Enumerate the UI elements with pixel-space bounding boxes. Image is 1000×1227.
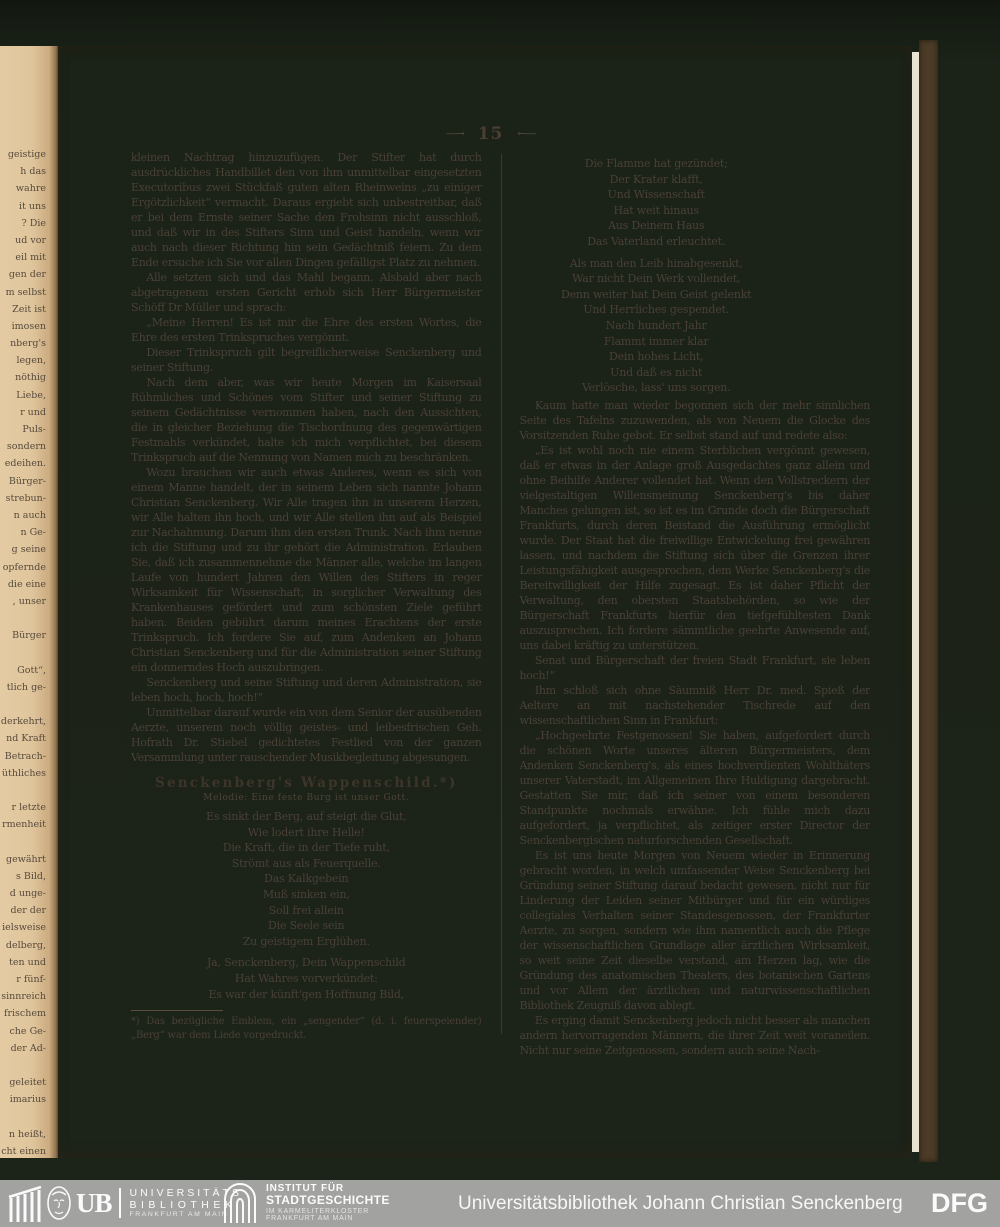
footer-bar [0,1180,1000,1227]
paragraph: Es ist uns heute Morgen von Neuem wieder in Erinnerung gebracht worden, in welch umfassender Weise Senckenberg bei Gründung seiner Stiftung darauf bedacht gewesen, nicht nur für Linderung der Leiden seiner Mitbürger und für ein würdiges collegiales Verhalten seiner Standesgenossen, der Frankfurter Aerzte, zu sorgen, sondern wie ihm namentlich auch die Pflege der wissenschaftlichen Grundlage aller ärztlichen Wirksamkeit, so weit seine Zeit dieselbe verstand, am Herzen lag, wie die Gründung des anatomischen Theaters, des botanischen Gartens und vor Allem der ärztlichen und naturwissenschaftlichen Bibliothek Zeugniß davon ablegt. [519,848,870,1012]
poem-line: Muß sinken ein, [262,887,350,901]
text-fragment: imosen [11,320,46,332]
poem-line: Strömt aus als Feuerquelle. [231,856,381,870]
paragraph: „Es ist wohl noch nie einem Sterblichen vergönnt gewesen, daß er etwas in der Anlage groß Ausgedachtes ganz allein und ohne Beihilfe Anderer vollendet hat. Wenn den Vollstreckern der vielgestaltigen Willensmeinung Senckenberg's bis daher Manches gelungen ist, so ist es im Grunde doch die Bürgerschaft Frankfurts, durch deren Beistand die Ausführung ermöglicht wurde. Der Staat hat die freiwillige Entwickelung frei gewähren lassen, und nachdem die Stiftung sich über die Grenzen ihrer Leistungsfähigkeit ausgesprochen, dem Werke Senckenberg's die Bereitwilligkeit der Hilfe zugesagt. Es ist daher Pflicht der Verwaltung, den obersten Staatsbehörden, so wie der Bürgerschaft Frankfurts hierfür den tiefgefühltesten Dank auszusprechen. Ich fordere sämmtliche geehrte Anwesende auf, uns dabei kräftig zu unterstützen. [519,443,870,652]
text-fragment: sondern [6,441,46,453]
text-fragment: Liebe, [16,389,46,401]
poem-line: Der Krater klafft, [609,172,703,186]
right-column-paragraphs [520,398,871,1058]
poem-line: Ja, Senckenberg, Dein Wappenschild [206,956,406,970]
ornament-arrow-left: —→ [445,127,464,140]
poem-line: Dein hohes Licht, [608,350,704,364]
text-fragment: Bürger- [8,475,46,487]
poem-line: Und Herrliches gespendet. [583,303,730,317]
poem-line: Soll frei allein [268,903,344,917]
paragraph: „Hochgeehrte Festgenossen! Sie haben, aufgefordert durch die schönen Worte unseres älteren Bürgermeisters, dem Andenken Senckenberg's, als eines hochverdienten Wohlthäters unserer Vaterstadt, im Allgemeinen Ihre Huldigung dargebracht. Gestatten Sie mir, daß ich seiner von einem besonderen Standpunkte nochmals erwähne. Ich fühle mich dazu aufgefordert, ja verpflichtet, als zeitiger erster Director der Senckenbergischen naturforschenden Gesellschaft. [519,728,870,847]
poem-line: Die Kraft, die in der Tiefe ruht, [222,841,390,855]
text-fragment: edeihen. [4,458,46,470]
text-fragment: ten und [9,956,46,968]
text-fragment: Puls- [22,424,46,435]
poem-heading: Senckenberg's Wappenschild.*) [155,775,458,791]
text-fragment: opfernde [2,561,46,573]
text-fragment: ielsweise [2,922,46,934]
institut-text-line1: INSTITUT FÜR [266,1183,344,1194]
poem-stanza-1 [131,809,482,949]
text-fragment: rmenheit [2,819,46,831]
text-fragment: delberg, [5,939,46,951]
paragraph: Alle setzten sich und das Mahl begann. Alsbald aber nach abgetragenem ersten Gericht erhob sich Herr Bürgermeister Schöff Dr Müller und sprach: [131,271,482,314]
paragraph: Senckenberg und seine Stiftung und deren Administration, sie leben hoch, hoch, hoch!“ [131,676,482,704]
text-fragment: nöthig [15,372,46,384]
text-fragment: gewährt [6,853,46,865]
poem-line: Es war der künft'gen Hoffnung Bild, [208,987,404,1001]
text-fragment: der Ad- [10,1042,46,1054]
text-fragment: r und [20,406,46,418]
institut-text-line2: STADTGESCHICHTE [266,1193,390,1208]
page-header [131,124,850,144]
text-fragment: imarius [9,1094,46,1106]
institut-logo-text [266,1183,390,1223]
library-building-icon [8,1184,42,1222]
text-fragment: ? Die [21,217,46,229]
text-fragment: g seine [11,544,46,556]
text-fragment: Zeit ist [12,303,46,315]
ub-text-line2: BIBLIOTHEK [129,1199,237,1212]
text-fragment: gen der [8,269,46,281]
text-fragment: eil mit [15,252,46,264]
goethe-portrait-icon [46,1185,72,1221]
previous-page-text-fragments [0,146,46,1160]
text-fragment [0,834,46,851]
dfg-logo[interactable]: DFG [931,1188,988,1218]
text-fragment [0,1057,46,1074]
text-fragment: , unser [12,595,46,607]
text-fragment: der der [10,905,46,917]
text-fragment: it uns [19,200,46,212]
poem-line: Als man den Leib hinabgesenkt, [569,256,743,270]
right-column [520,150,871,1100]
paragraph: Kaum hatte man wieder begonnen sich der mehr sinnlichen Seite des Tafelns zuzuwenden, als von Neuem die Glocke des Vorsitzenden Ruhe gebot. Er selbst stand auf und redete also: [519,398,870,442]
poem-line: Die Flamme hat gezündet; [584,157,728,170]
paragraph: Senat und Bürgerschaft der freien Stadt Frankfurt, sie leben hoch!“ [519,653,870,682]
poem-line: Denn weiter hat Dein Geist gelenkt [560,287,752,301]
poem-line: Hat weit hinaus [613,203,699,217]
paragraph: Unmittelbar darauf wurde ein von dem Senior der ausübenden Aerzte, unserem noch völlig geistes- und leibesfrischen Geh. Hofrath Dr. Stiebel gedichtetes Festlied von der ganzen Versammlung unter rauschender Musikbegleitung abgesungen. [131,706,482,764]
paragraph: Nach dem aber, was wir heute Morgen im Kaisersaal Rühmliches und Schönes vom Stifter und seiner Stiftung zu seinem Gedächtnisse vernommen haben, nach den Aussichten, die in gleicher Beziehung die Tischordnung des gegenwärtigen Festmahls verkündet, halte ich mich verpflichtet, bei diesem Trinkspruch auf die Nennung von Namen mich zu beschränken. [131,376,482,464]
text-fragment: derkehrt, [0,716,46,728]
paragraph: Dieser Trinkspruch gilt begreiflicherweise Senckenberg und seiner Stiftung. [131,346,482,374]
poem-line: Flammt immer klar [603,334,709,348]
poem-stanza-2 [131,955,482,1002]
text-fragment: die eine [7,578,46,590]
text-fragment: tlich ge- [6,681,46,693]
poem-line: Zu geistigem Erglühen. [242,934,370,948]
ub-frankfurt-logo[interactable] [8,1184,242,1222]
footnote-rule [131,1010,223,1011]
poem-line: Verlösche, lass' uns sorgen. [581,381,731,395]
text-fragment: r fünf- [16,974,46,985]
paragraph: Ihm schloß sich ohne Säumniß Herr Dr. med. Spieß der Aeltere an mit nachstehender Tischrede auf den wissenschaftlichen Sinn in Frankfurt: [519,683,870,727]
paragraph: Es erging damit Senckenberg jedoch nicht besser als manchen andern hervorragenden Männern, die ihrer Zeit weit voraneilen. Nicht nur seine Zeitgenossen, sondern auch seine Nach- [519,1013,870,1057]
poem-stanza-4 [520,256,793,396]
text-fragment: geleitet [9,1077,46,1089]
text-fragment: ud vor [15,234,46,246]
poem-line: Hat Wahres vorverkündet: [234,971,378,985]
library-name: Universitätsbibliothek Johann Christian Senckenberg [458,1192,903,1214]
page-number: 15 [477,124,504,144]
text-fragment: frischem [3,1008,46,1020]
previous-page-edge [0,46,58,1158]
text-fragment: s Bild, [15,870,46,882]
text-fragment: che Ge- [9,1025,46,1037]
logo-divider [119,1188,121,1218]
text-fragment [0,644,46,661]
poem-line: Das Vaterland erleuchtet. [587,234,726,248]
text-fragment: sinnreich [1,991,46,1003]
poem-line: Und daß es nicht [610,365,703,379]
text-fragment: m selbst [5,286,46,298]
text-fragment: d unge- [9,888,46,900]
text-fragment [0,610,46,627]
institut-stadtgeschichte-logo[interactable] [222,1183,390,1223]
page-stack-edge [912,52,919,1152]
text-fragment [0,1109,46,1126]
left-column-paragraphs [131,150,482,765]
poem-line: Das Kalkgebein [264,872,349,886]
poem-line: Nach hundert Jahr [605,318,707,332]
ornament-arrow-right: ←— [517,127,536,140]
book-cover-edge [919,40,938,1162]
book-page [58,46,912,1158]
ub-wordmark: UB [76,1187,112,1218]
text-fragment: Bürger [12,630,46,642]
poem-line: Und Wissenschaft [607,188,705,202]
paragraph: kleinen Nachtrag hinzuzufügen. Der Stifter hat durch ausdrückliches Handbillet den von ihm unmittelbar eingesetzten Executoribus zwei Stückfaß guten alten Rheinweins „zu einiger Ergötzlichkeit“ vermacht. Daraus ergiebt sich unbestreitbar, daß er bei dem Ernste seiner Sache den Frohsinn nicht ausschloß, und daß wir in des Stifters Sinn und Geist handeln, wenn wir auch nach dieser Richtung hin sein Gedächtniß feiern. Zu dem Ende ersuche ich Sie vor allen Dingen gefälligst Platz zu nehmen. [131,151,482,269]
institut-text-line3: IM KARMELITERKLOSTER [266,1207,370,1215]
poem-line: Wie lodert ihre Helle! [247,825,365,839]
text-fragment: Betrach- [4,750,46,762]
poem-line: Aus Deinem Haus [607,219,705,233]
poem-line: Es sinkt der Berg, auf steigt die Glut, [205,810,407,823]
text-fragment: wahre [15,183,46,195]
text-fragment: n Ge- [20,527,46,539]
text-fragment: strebun- [5,492,46,504]
ub-text-line1: UNIVERSITÄTS [129,1187,242,1200]
text-fragment: üthliches [1,767,46,779]
text-fragment: nd Kraft [6,733,46,745]
paragraph: „Meine Herren! Es ist mir die Ehre des ersten Wortes, die Ehre des ersten Trinkspruches vergönnt. [131,316,482,344]
text-fragment [0,696,46,713]
text-fragment: n heißt, [8,1128,46,1140]
text-fragment: legen, [16,355,46,367]
poem-melody: Melodie: Eine feste Burg ist unser Gott. [203,793,410,803]
footnote: *) Das bezügliche Emblem, ein „sengender“ (d. i. feuerspeiender) „Berg“ war dem Liede vorgedruckt. [131,1016,482,1041]
text-fragment: cht einen [1,1145,46,1157]
text-fragment: h das [20,166,46,178]
paragraph: Wozu brauchen wir auch etwas Anderes, wenn es sich von einem Manne handelt, der in seinem Leben sich nannte Johann Christian Senckenberg. Wir Alle tragen ihn in unserem Herzen, wir Alle halten ihn hoch, und wir Alle stellen ihn auf als Beispiel zur Nachahmung. Darum ihm den ersten Trunk. Nach ihm nenne ich die Stiftung und zu ihr gehört die Administration. Erlauben Sie, daß ich zusammennehme die Männer alle, welche im langen Laufe von hundert Jahren den Willen des Stifters in reger Wirksamkeit für Wissenschaft, in sorglicher Verwaltung des Krankenhauses gefördert und zum schönsten Ziele geführt haben. Beiden gebührt darum meines Erachtens der erste Trinkspruch. Ich fordere Sie auf, zum Andenken an Johann Christian Senckenberg und für die Administration seiner Stiftung ein donnerndes Hoch auszubringen. [131,466,482,674]
text-fragment: nberg's [10,338,46,350]
text-fragment: n auch [13,509,46,521]
left-column [131,150,482,1100]
ub-text-line3: FRANKFURT AM MAIN [129,1211,229,1219]
poem-line: War nicht Dein Werk vollendet, [572,272,741,286]
text-columns [131,150,870,1100]
institut-text-line4: FRANKFURT AM MAIN [266,1215,354,1223]
text-fragment: r letzte [11,802,46,814]
karmeliterkloster-arch-icon [222,1183,258,1223]
text-fragment: Gott“, [17,664,46,676]
poem-stanza-3 [520,156,793,250]
text-fragment: geistige [7,149,46,160]
poem-line: Die Seele sein [268,919,345,933]
text-fragment [0,782,46,799]
